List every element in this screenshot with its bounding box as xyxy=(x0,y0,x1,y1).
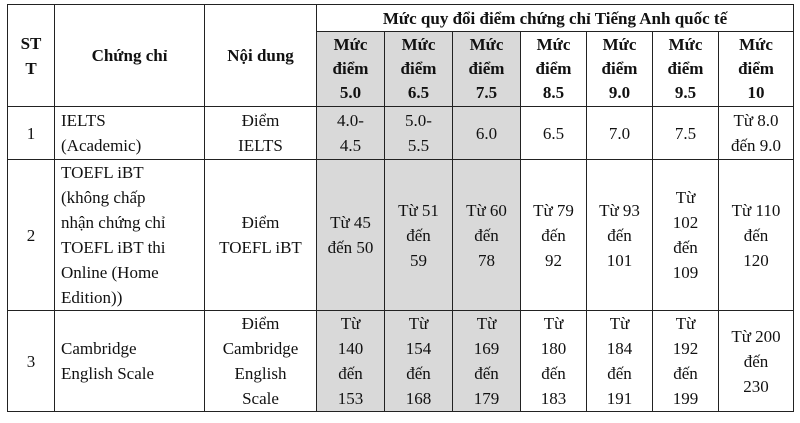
header-level: Mức điểm 10 xyxy=(719,32,794,107)
header-certificate: Chứng chỉ xyxy=(55,5,205,107)
header-level: Mức điểm 6.5 xyxy=(385,32,453,107)
row-value: Từ 154 đến 168 xyxy=(385,311,453,412)
row-certificate: Cambridge English Scale xyxy=(55,311,205,412)
header-content: Nội dung xyxy=(205,5,317,107)
row-value: Từ 180 đến 183 xyxy=(521,311,587,412)
table-row xyxy=(8,107,794,160)
row-value: 7.0 xyxy=(587,107,653,160)
row-stt: 3 xyxy=(8,311,55,412)
score-conversion-table xyxy=(7,4,794,412)
header-stt: ST T xyxy=(8,5,55,107)
row-value: Từ 184 đến 191 xyxy=(587,311,653,412)
row-value: Từ 169 đến 179 xyxy=(453,311,521,412)
row-value: Từ 8.0 đến 9.0 xyxy=(719,107,794,160)
table-row xyxy=(8,160,794,311)
row-value: Từ 102 đến 109 xyxy=(653,160,719,311)
header-level: Mức điểm 5.0 xyxy=(317,32,385,107)
row-value: Từ 140 đến 153 xyxy=(317,311,385,412)
row-certificate: TOEFL iBT (không chấp nhận chứng chỉ TOEFL iBT thi Online (Home Edition)) xyxy=(55,160,205,311)
row-value: Từ 45 đến 50 xyxy=(317,160,385,311)
row-value: 4.0- 4.5 xyxy=(317,107,385,160)
header-level: Mức điểm 7.5 xyxy=(453,32,521,107)
row-stt: 1 xyxy=(8,107,55,160)
row-value: 6.5 xyxy=(521,107,587,160)
row-value: Từ 110 đến 120 xyxy=(719,160,794,311)
row-stt: 2 xyxy=(8,160,55,311)
row-value: 7.5 xyxy=(653,107,719,160)
header-level: Mức điểm 9.5 xyxy=(653,32,719,107)
row-value: Từ 200 đến 230 xyxy=(719,311,794,412)
header-row-group xyxy=(8,5,794,32)
row-value: Từ 93 đến 101 xyxy=(587,160,653,311)
row-content: Điểm IELTS xyxy=(205,107,317,160)
row-certificate: IELTS (Academic) xyxy=(55,107,205,160)
row-value: Từ 60 đến 78 xyxy=(453,160,521,311)
header-conversion-group: Mức quy đổi điểm chứng chỉ Tiếng Anh quốc tế xyxy=(317,5,794,32)
table-row xyxy=(8,311,794,412)
header-level: Mức điểm 8.5 xyxy=(521,32,587,107)
row-value: 5.0- 5.5 xyxy=(385,107,453,160)
header-level: Mức điểm 9.0 xyxy=(587,32,653,107)
row-content: Điểm TOEFL iBT xyxy=(205,160,317,311)
row-value: Từ 192 đến 199 xyxy=(653,311,719,412)
row-content: Điểm Cambridge English Scale xyxy=(205,311,317,412)
row-value: Từ 79 đến 92 xyxy=(521,160,587,311)
row-value: Từ 51 đến 59 xyxy=(385,160,453,311)
row-value: 6.0 xyxy=(453,107,521,160)
